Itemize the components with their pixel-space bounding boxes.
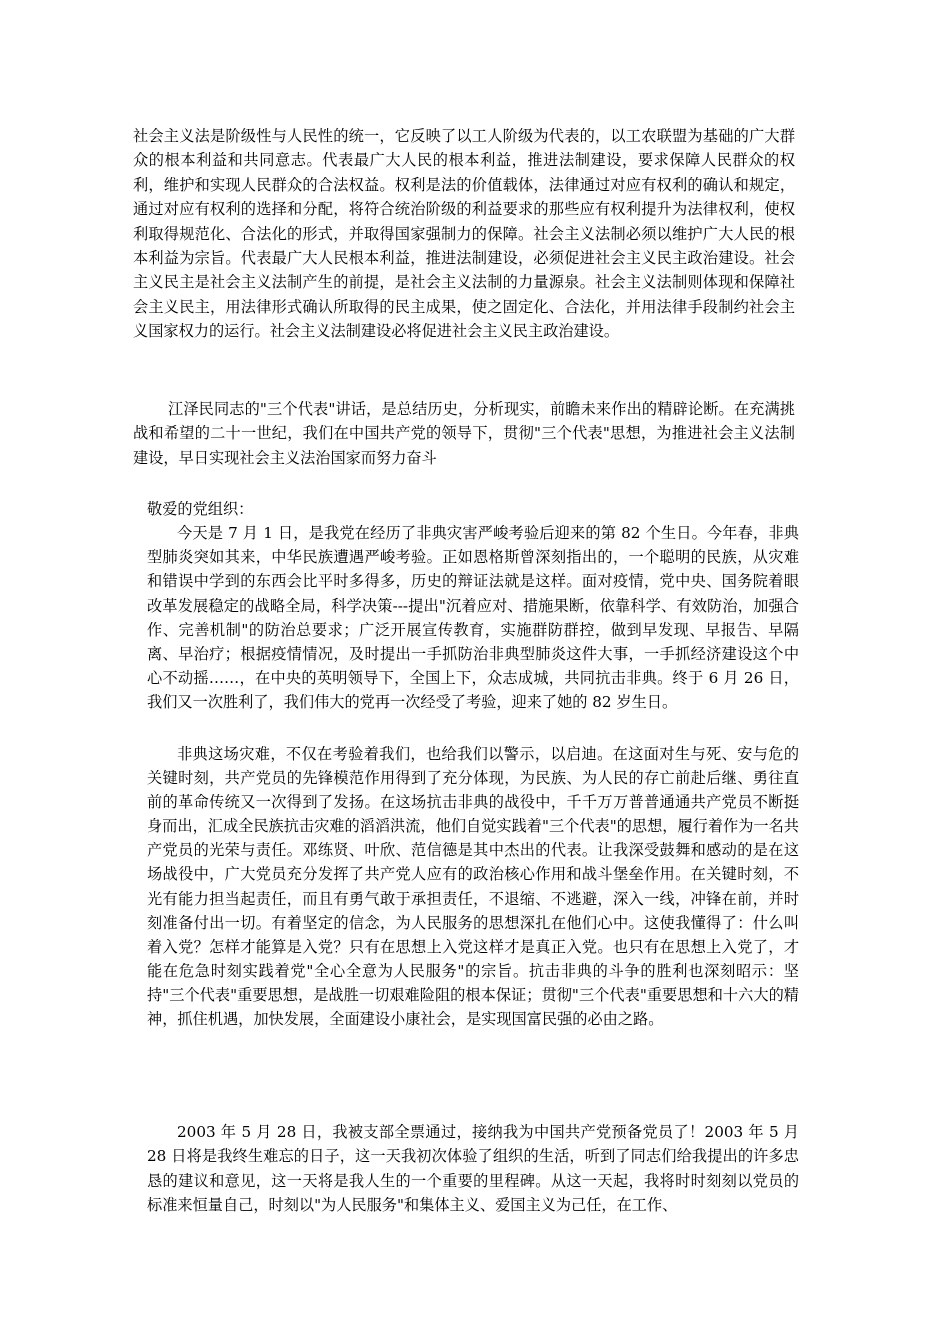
july-first-paragraph: 今天是 7 月 1 日，是我党在经历了非典灾害严峻考验后迎来的第 82 个生日。今年春，非典型肺炎突如其来，中华民族遭遇严峻考验。正如恩格斯曾深刻指出的，一个聪明的民族，从灾难和错误中学到的东西会比平时多得多，历史的辩证法就是这样。面对疫情，党中央、国务院着眼改革发展稳定的战略全局，科学决策---提出"沉着应对、措施果断，依靠科学、有效防治，加强合作、完善机制"的防治总要求；广泛开展宣传教育，实施群防群控，做到早发现、早报告、早隔离、早治疗；根据疫情情况，及时提出一手抓防治非典型肺炎这件大事，一手抓经济建设这个中心不动摇……，在中央的英明领导下，全国上下，众志成城，共同抗击非典。终于 6 月 26 日，我们又一次胜利了，我们伟大的党再一次经受了考验，迎来了她的 82 岁生日。 [147,524,799,712]
intro-paragraph: 社会主义法是阶级性与人民性的统一，它反映了以工人阶级为代表的，以工农联盟为基础的广大群众的根本利益和共同意志。代表最广大人民的根本利益，推进法制建设，要求保障人民群众的权利，维护和实现人民群众的合法权益。权利是法的价值载体，法律通过对应有权利的确认和规定，通过对应有权利的选择和分配，将符合统治阶级的利益要求的那些应有权利提升为法律权利，使权利取得规范化、合法化的形式，并取得国家强制力的保障。社会主义法制必须以维护广大人民的根本利益为宗旨。代表最广大人民根本利益，推进法制建设，必须促进社会主义民主政治建设。社会主义民主是社会主义法制产生的前提，是社会主义法制的力量源泉。社会主义法制则体现和保障社会主义民主，用法律形式确认所取得的民主成果，使之固定化、合法化，并用法律手段制约社会主义国家权力的运行。社会主义法制建设必将促进社会主义民主政治建设。 [133,127,795,341]
probationary-member-paragraph: 2003 年 5 月 28 日，我被支部全票通过，接纳我为中国共产党预备党员了！2003 年 5 月 28 日将是我终生难忘的日子，这一天我初次体验了组织的生活，听到了同志们给我提出的许多忠恳的建议和意见，这一天将是我人生的一个重要的里程碑。从这一天起，我将时时刻刻以党员的标准来恒量自己，时刻以"为人民服务"和集体主义、爱国主义为己任，在工作、 [147,1123,799,1214]
three-represents-paragraph: 江泽民同志的"三个代表"讲话，是总结历史，分析现实，前瞻未来作出的精辟论断。在充满挑战和希望的二十一世纪，我们在中国共产党的领导下，贯彻"三个代表"思想，为推进社会主义法制建设，早日实现社会主义法治国家而努力奋斗 [133,400,795,467]
sars-reflection-paragraph: 非典这场灾难，不仅在考验着我们，也给我们以警示，以启迪。在这面对生与死、安与危的关键时刻，共产党员的先锋模范作用得到了充分体现，为民族、为人民的存亡前赴后继、勇往直前的革命传统又一次得到了发扬。在这场抗击非典的战役中，千千万万普普通通共产党员不断挺身而出，汇成全民族抗击灾难的滔滔洪流，他们自觉实践着"三个代表"的思想，履行着作为一名共产党员的光荣与责任。邓练贤、叶欣、范信德是其中杰出的代表。让我深受鼓舞和感动的是在这场战役中，广大党员充分发挥了共产党人应有的政治核心作用和战斗堡垒作用。在关键时刻，不光有能力担当起责任，而且有勇气敢于承担责任，不退缩、不逃避，深入一线，冲锋在前，并时刻准备付出一切。有着坚定的信念，为人民服务的思想深扎在他们心中。这使我懂得了：什么叫着入党？怎样才能算是入党？只有在思想上入党这样才是真正入党。也只有在思想上入党了，才能在危急时刻实践着党"全心全意为人民服务"的宗旨。抗击非典的斗争的胜利也深刻昭示：坚持"三个代表"重要思想，是战胜一切艰难险阻的根本保证；贯彻"三个代表"重要思想和十六大的精神，抓住机遇，加快发展，全面建设小康社会，是实现国富民强的必由之路。 [147,745,799,1029]
salutation: 敬爱的党组织： [147,500,254,518]
